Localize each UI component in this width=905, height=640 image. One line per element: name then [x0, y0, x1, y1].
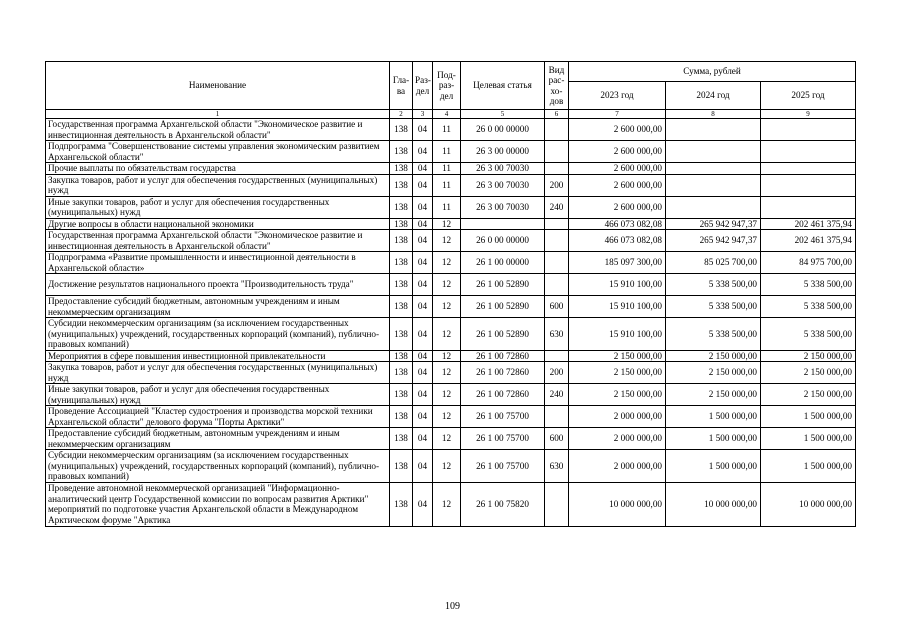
row-razdel: 04	[413, 450, 433, 483]
row-razdel: 04	[413, 274, 433, 296]
row-name: Закупка товаров, работ и услуг для обеспечения государственных (муниципальных) нужд	[46, 362, 390, 384]
row-name: Субсидии некоммерческим организациям (за исключением государственных (муниципальных) учреждений, государственных корпораций (компаний), публично-правовых компаний)	[46, 450, 390, 483]
row-sum-2024: 1 500 000,00	[666, 406, 761, 428]
row-razdel: 04	[413, 163, 433, 175]
row-name: Иные закупки товаров, работ и услуг для обеспечения государственных (муниципальных) нужд	[46, 196, 390, 218]
row-glava: 138	[390, 482, 413, 526]
row-podrazdel: 12	[433, 296, 461, 318]
row-target-article: 26 1 00 75820	[461, 482, 545, 526]
row-target-article: 26 1 00 75700	[461, 406, 545, 428]
row-name: Субсидии некоммерческим организациям (за исключением государственных (муниципальных) учреждений, государственных корпораций (компаний), публично-правовых компаний)	[46, 318, 390, 351]
row-name: Прочие выплаты по обязательствам государства	[46, 163, 390, 175]
row-target-article: 26 1 00 72860	[461, 384, 545, 406]
row-expense-type	[545, 252, 569, 274]
row-razdel: 04	[413, 119, 433, 141]
row-sum-2023: 2 600 000,00	[569, 174, 666, 196]
row-expense-type: 600	[545, 296, 569, 318]
row-target-article: 26 1 00 72860	[461, 350, 545, 362]
row-razdel: 04	[413, 482, 433, 526]
row-expense-type	[545, 141, 569, 163]
header-2023: 2023 год	[569, 82, 666, 110]
table-row	[46, 174, 856, 196]
row-name: Проведение автономной некоммерческой организацией "Информационно-аналитический центр Государственной комиссии по вопросам развития Арктики" мероприятий по подготовке участия Архангельской области в Международном Арктическом форуме "Арктика	[46, 482, 390, 526]
row-name: Государственная программа Архангельской области "Экономическое развитие и инвестиционная деятельность в Архангельской области"	[46, 119, 390, 141]
row-sum-2024: 10 000 000,00	[666, 482, 761, 526]
row-sum-2023: 2 150 000,00	[569, 350, 666, 362]
row-sum-2025	[761, 119, 856, 141]
row-podrazdel: 11	[433, 119, 461, 141]
table-row	[46, 428, 856, 450]
row-podrazdel: 12	[433, 318, 461, 351]
table-row	[46, 406, 856, 428]
row-glava: 138	[390, 362, 413, 384]
row-sum-2025: 202 461 375,94	[761, 218, 856, 230]
row-name: Предоставление субсидий бюджетным, автономным учреждениям и иным некоммерческим организациям	[46, 428, 390, 450]
row-razdel: 04	[413, 406, 433, 428]
row-sum-2024: 5 338 500,00	[666, 318, 761, 351]
row-sum-2024: 2 150 000,00	[666, 384, 761, 406]
table-row	[46, 274, 856, 296]
row-podrazdel: 12	[433, 350, 461, 362]
row-sum-2023: 2 150 000,00	[569, 362, 666, 384]
row-razdel: 04	[413, 318, 433, 351]
col-number: 1	[46, 110, 390, 119]
row-expense-type: 630	[545, 450, 569, 483]
row-razdel: 04	[413, 252, 433, 274]
col-number: 7	[569, 110, 666, 119]
row-expense-type: 240	[545, 196, 569, 218]
header-podrazdel: Под-раз-дел	[433, 62, 461, 110]
row-sum-2023: 185 097 300,00	[569, 252, 666, 274]
col-number: 3	[413, 110, 433, 119]
row-target-article: 26 3 00 70030	[461, 174, 545, 196]
row-sum-2025: 202 461 375,94	[761, 230, 856, 252]
row-target-article: 26 1 00 52890	[461, 296, 545, 318]
row-glava: 138	[390, 274, 413, 296]
row-target-article: 26 0 00 00000	[461, 119, 545, 141]
table-row	[46, 450, 856, 483]
row-sum-2025	[761, 141, 856, 163]
row-podrazdel: 12	[433, 362, 461, 384]
row-glava: 138	[390, 296, 413, 318]
row-sum-2025: 5 338 500,00	[761, 318, 856, 351]
row-sum-2023: 2 600 000,00	[569, 196, 666, 218]
row-target-article: 26 1 00 52890	[461, 318, 545, 351]
row-glava: 138	[390, 218, 413, 230]
col-number: 5	[461, 110, 545, 119]
row-podrazdel: 12	[433, 218, 461, 230]
row-name: Предоставление субсидий бюджетным, автономным учреждениям и иным некоммерческим организациям	[46, 296, 390, 318]
row-sum-2023: 15 910 100,00	[569, 318, 666, 351]
row-sum-2024: 2 150 000,00	[666, 362, 761, 384]
row-sum-2023: 10 000 000,00	[569, 482, 666, 526]
row-name: Подпрограмма «Развитие промышленности и инвестиционной деятельности в Архангельской области»	[46, 252, 390, 274]
row-sum-2024: 85 025 700,00	[666, 252, 761, 274]
row-sum-2025: 84 975 700,00	[761, 252, 856, 274]
header-2024: 2024 год	[666, 82, 761, 110]
row-glava: 138	[390, 428, 413, 450]
row-sum-2023: 2 000 000,00	[569, 428, 666, 450]
row-expense-type	[545, 350, 569, 362]
row-razdel: 04	[413, 428, 433, 450]
row-expense-type	[545, 218, 569, 230]
header-2025: 2025 год	[761, 82, 856, 110]
row-podrazdel: 12	[433, 274, 461, 296]
row-razdel: 04	[413, 230, 433, 252]
row-podrazdel: 12	[433, 450, 461, 483]
row-glava: 138	[390, 119, 413, 141]
table-row	[46, 141, 856, 163]
row-sum-2025: 1 500 000,00	[761, 450, 856, 483]
row-sum-2025: 2 150 000,00	[761, 362, 856, 384]
row-sum-2023: 15 910 100,00	[569, 296, 666, 318]
row-expense-type: 630	[545, 318, 569, 351]
row-podrazdel: 11	[433, 141, 461, 163]
row-razdel: 04	[413, 350, 433, 362]
header-name: Наименование	[46, 62, 390, 110]
header-expense-type: Вид рас-хо-дов	[545, 62, 569, 110]
row-razdel: 04	[413, 174, 433, 196]
row-podrazdel: 11	[433, 174, 461, 196]
row-glava: 138	[390, 318, 413, 351]
row-podrazdel: 12	[433, 252, 461, 274]
table-row	[46, 252, 856, 274]
row-name: Государственная программа Архангельской области "Экономическое развитие и инвестиционная деятельность в Архангельской области"	[46, 230, 390, 252]
row-glava: 138	[390, 163, 413, 175]
row-expense-type: 240	[545, 384, 569, 406]
row-expense-type: 200	[545, 174, 569, 196]
row-expense-type	[545, 163, 569, 175]
row-name: Мероприятия в сфере повышения инвестиционной привлекательности	[46, 350, 390, 362]
row-glava: 138	[390, 384, 413, 406]
row-razdel: 04	[413, 196, 433, 218]
table-row	[46, 350, 856, 362]
header-target-article: Целевая статья	[461, 62, 545, 110]
row-sum-2025	[761, 163, 856, 175]
row-sum-2024: 1 500 000,00	[666, 428, 761, 450]
header-razdel: Раз-дел	[413, 62, 433, 110]
row-podrazdel: 12	[433, 384, 461, 406]
row-podrazdel: 12	[433, 230, 461, 252]
row-name: Проведение Ассоциацией "Кластер судостроения и производства морской техники Архангельской области" делового форума "Порты Арктики"	[46, 406, 390, 428]
row-glava: 138	[390, 350, 413, 362]
row-sum-2023: 466 073 082,08	[569, 230, 666, 252]
row-sum-2024	[666, 119, 761, 141]
row-sum-2025: 1 500 000,00	[761, 406, 856, 428]
table-row	[46, 163, 856, 175]
table-row	[46, 119, 856, 141]
table-row	[46, 296, 856, 318]
row-expense-type: 600	[545, 428, 569, 450]
row-podrazdel: 12	[433, 406, 461, 428]
col-number: 8	[666, 110, 761, 119]
row-name: Иные закупки товаров, работ и услуг для обеспечения государственных (муниципальных) нужд	[46, 384, 390, 406]
row-razdel: 04	[413, 362, 433, 384]
row-podrazdel: 12	[433, 428, 461, 450]
row-target-article: 26 3 00 70030	[461, 196, 545, 218]
row-sum-2023: 2 150 000,00	[569, 384, 666, 406]
row-sum-2025	[761, 174, 856, 196]
row-sum-2024	[666, 163, 761, 175]
page-number: 109	[445, 601, 460, 612]
row-name: Достижение результатов национального проекта "Производительность труда"	[46, 274, 390, 296]
col-number: 2	[390, 110, 413, 119]
row-name: Закупка товаров, работ и услуг для обеспечения государственных (муниципальных) нужд	[46, 174, 390, 196]
header-glava: Гла-ва	[390, 62, 413, 110]
header-sum: Сумма, рублей	[569, 62, 856, 82]
row-sum-2024: 5 338 500,00	[666, 296, 761, 318]
row-expense-type	[545, 274, 569, 296]
row-sum-2023: 2 600 000,00	[569, 119, 666, 141]
row-glava: 138	[390, 174, 413, 196]
row-sum-2023: 2 000 000,00	[569, 406, 666, 428]
row-name: Другие вопросы в области национальной экономики	[46, 218, 390, 230]
row-target-article: 26 1 00 00000	[461, 252, 545, 274]
row-sum-2024	[666, 196, 761, 218]
row-glava: 138	[390, 196, 413, 218]
row-sum-2024	[666, 141, 761, 163]
row-target-article: 26 1 00 52890	[461, 274, 545, 296]
column-number-row	[46, 110, 856, 119]
row-target-article: 26 3 00 70030	[461, 163, 545, 175]
table-row	[46, 482, 856, 526]
row-sum-2024: 2 150 000,00	[666, 350, 761, 362]
table-body	[46, 119, 856, 527]
row-razdel: 04	[413, 296, 433, 318]
table-row	[46, 196, 856, 218]
row-glava: 138	[390, 141, 413, 163]
row-sum-2025	[761, 196, 856, 218]
row-razdel: 04	[413, 384, 433, 406]
col-number: 4	[433, 110, 461, 119]
table-row	[46, 362, 856, 384]
row-expense-type	[545, 406, 569, 428]
col-number: 6	[545, 110, 569, 119]
row-sum-2025: 5 338 500,00	[761, 274, 856, 296]
row-target-article: 26 0 00 00000	[461, 230, 545, 252]
table-row	[46, 230, 856, 252]
col-number: 9	[761, 110, 856, 119]
row-podrazdel: 11	[433, 196, 461, 218]
table-row	[46, 218, 856, 230]
row-target-article: 26 1 00 72860	[461, 362, 545, 384]
row-razdel: 04	[413, 141, 433, 163]
row-name: Подпрограмма "Совершенствование системы управления экономическим развитием Архангельской области"	[46, 141, 390, 163]
budget-table	[45, 61, 856, 527]
row-sum-2023: 15 910 100,00	[569, 274, 666, 296]
row-sum-2023: 2 600 000,00	[569, 163, 666, 175]
row-expense-type	[545, 230, 569, 252]
row-sum-2025: 5 338 500,00	[761, 296, 856, 318]
row-sum-2025: 1 500 000,00	[761, 428, 856, 450]
row-target-article: 26 3 00 00000	[461, 141, 545, 163]
row-podrazdel: 12	[433, 482, 461, 526]
row-sum-2025: 10 000 000,00	[761, 482, 856, 526]
row-glava: 138	[390, 450, 413, 483]
row-sum-2024: 265 942 947,37	[666, 218, 761, 230]
row-sum-2023: 2 600 000,00	[569, 141, 666, 163]
row-sum-2024: 5 338 500,00	[666, 274, 761, 296]
row-expense-type	[545, 119, 569, 141]
row-sum-2023: 466 073 082,08	[569, 218, 666, 230]
table-row	[46, 384, 856, 406]
row-sum-2024: 1 500 000,00	[666, 450, 761, 483]
row-sum-2023: 2 000 000,00	[569, 450, 666, 483]
row-podrazdel: 11	[433, 163, 461, 175]
row-target-article: 26 1 00 75700	[461, 450, 545, 483]
row-target-article: 26 1 00 75700	[461, 428, 545, 450]
row-glava: 138	[390, 230, 413, 252]
row-sum-2024	[666, 174, 761, 196]
row-sum-2025: 2 150 000,00	[761, 384, 856, 406]
row-expense-type	[545, 482, 569, 526]
row-sum-2025: 2 150 000,00	[761, 350, 856, 362]
table-row	[46, 318, 856, 351]
row-glava: 138	[390, 406, 413, 428]
row-razdel: 04	[413, 218, 433, 230]
row-expense-type: 200	[545, 362, 569, 384]
row-glava: 138	[390, 252, 413, 274]
row-sum-2024: 265 942 947,37	[666, 230, 761, 252]
row-target-article	[461, 218, 545, 230]
